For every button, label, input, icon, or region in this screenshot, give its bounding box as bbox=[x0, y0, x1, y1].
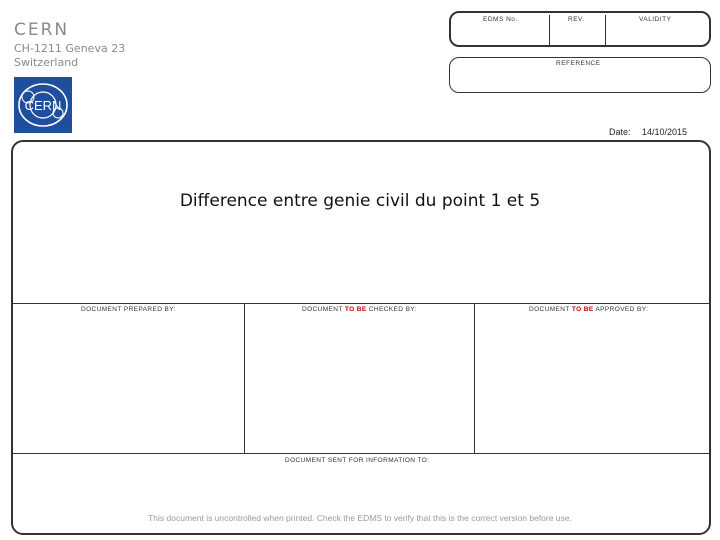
checked-by-label bbox=[302, 306, 417, 313]
address-line-1: CH-1211 Geneva 23 bbox=[14, 42, 126, 55]
checked-to-be: TO BE bbox=[344, 306, 367, 313]
date-label: Date: bbox=[609, 127, 631, 137]
signature-divider bbox=[244, 303, 245, 453]
prepared-by-label: DOCUMENT PREPARED BY: bbox=[81, 306, 176, 313]
sent-for-information-label: DOCUMENT SENT FOR INFORMATION TO: bbox=[285, 457, 430, 464]
rev-label: REV. bbox=[568, 16, 585, 23]
cern-logo bbox=[14, 77, 72, 133]
organization-name: CERN bbox=[14, 20, 70, 40]
approved-prefix: DOCUMENT bbox=[529, 306, 572, 313]
edms-no-label: EDMS No. bbox=[483, 16, 518, 23]
date-value: 14/10/2015 bbox=[642, 127, 688, 137]
signature-bottom-rule bbox=[12, 453, 710, 454]
approved-suffix: APPROVED BY: bbox=[593, 306, 649, 313]
edms-divider bbox=[549, 15, 550, 47]
approved-by-label bbox=[529, 306, 648, 313]
checked-suffix: CHECKED BY: bbox=[366, 306, 417, 313]
reference-label: REFERENCE bbox=[556, 60, 601, 67]
logo-text: CERN bbox=[24, 98, 62, 113]
checked-prefix: DOCUMENT bbox=[302, 306, 345, 313]
document-title: Difference entre genie civil du point 1 et 5 bbox=[179, 191, 541, 211]
signature-top-rule bbox=[12, 303, 710, 304]
validity-label: VALIDITY bbox=[639, 16, 672, 23]
signature-divider bbox=[474, 303, 475, 453]
approved-to-be: TO BE bbox=[571, 306, 594, 313]
edms-divider bbox=[605, 15, 606, 47]
address-line-2: Switzerland bbox=[14, 56, 79, 69]
footer-disclaimer: This document is uncontrolled when printed. Check the EDMS to verify that this is the correct version before use. bbox=[148, 513, 572, 523]
